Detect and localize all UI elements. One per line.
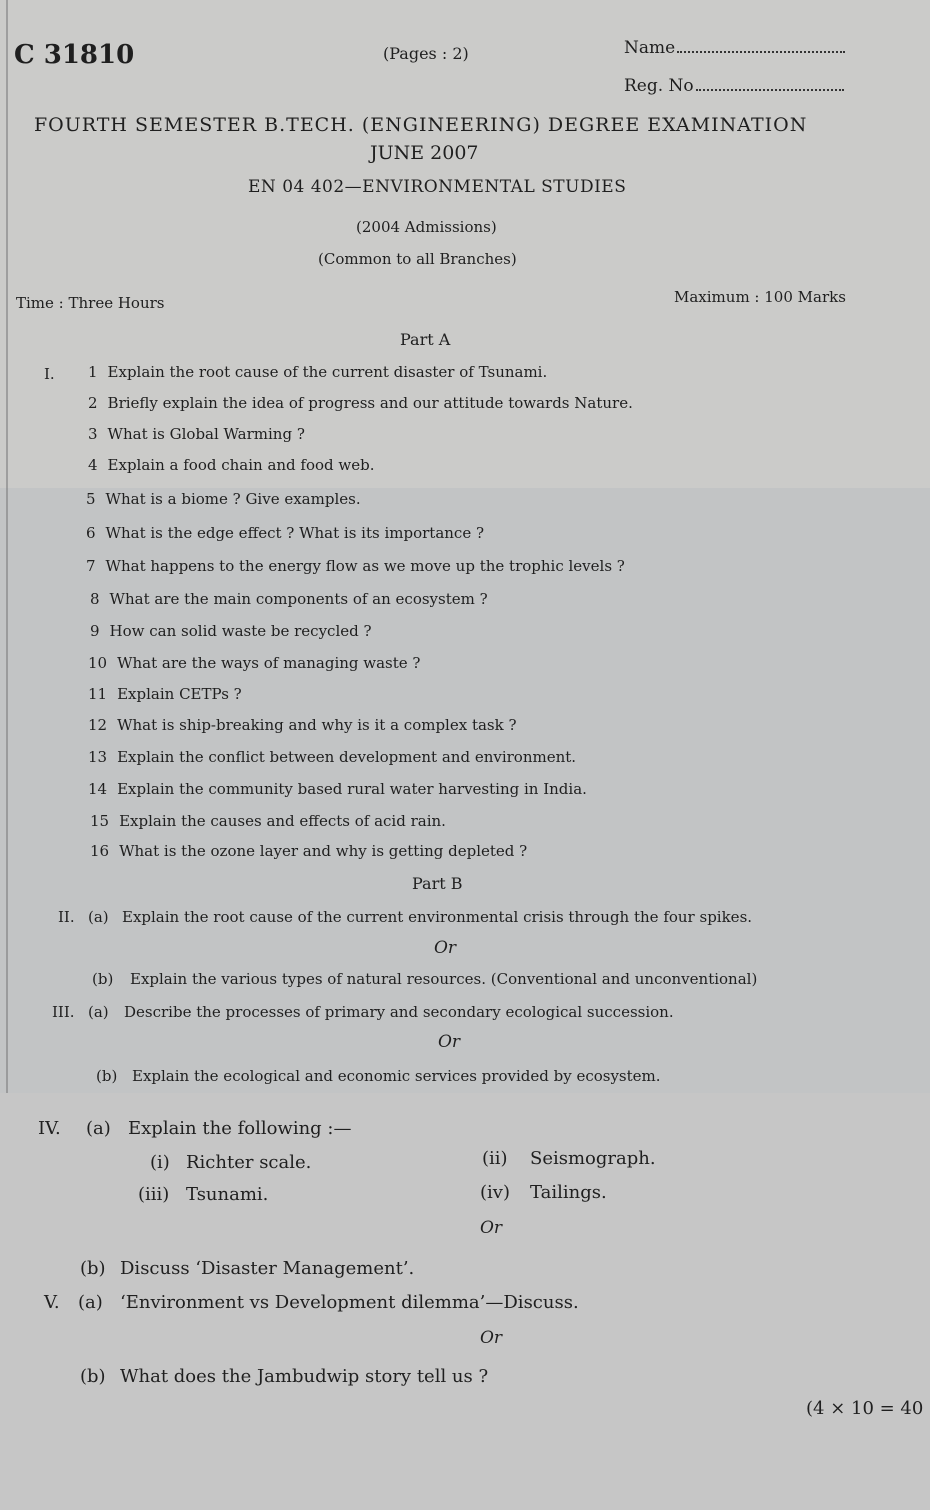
question-text: What is ship-breaking and why is it a complex task ? — [117, 716, 517, 734]
option-label: (a) — [78, 1292, 103, 1313]
question-text: Explain the conflict between development and environment. — [117, 748, 577, 766]
part-a-roman: I. — [44, 365, 55, 383]
question-text: Briefly explain the idea of progress and our attitude towards Nature. — [107, 394, 633, 412]
subitem-text: Tsunami. — [186, 1184, 269, 1205]
option-text: Explain the root cause of the current environmental crisis through the four spikes. — [122, 908, 753, 926]
question-10 — [88, 654, 420, 672]
exam-date: JUNE 2007 — [370, 142, 479, 164]
question-5 — [86, 490, 361, 508]
question-number: 5 — [86, 490, 96, 508]
reg-no-blank — [696, 89, 844, 91]
question-number: 7 — [86, 557, 96, 575]
part-b-title: Part B — [412, 874, 463, 893]
exam-title: FOURTH SEMESTER B.TECH. (ENGINEERING) DEGREE EXAMINATION — [34, 114, 808, 136]
question-number: 9 — [90, 622, 100, 640]
marks-allocation: (4 × 10 = 40 — [806, 1398, 924, 1419]
question-16 — [90, 842, 527, 860]
question-number: 8 — [90, 590, 100, 608]
margin-line — [6, 0, 8, 1093]
question-3 — [88, 425, 305, 443]
question-II-b — [92, 970, 757, 988]
option-text: What does the Jambudwip story tell us ? — [120, 1366, 489, 1387]
question-text: Explain the community based rural water harvesting in India. — [117, 780, 587, 798]
option-text: Explain the ecological and economic services provided by ecosystem. — [132, 1067, 661, 1085]
option-label: (b) — [92, 970, 114, 988]
question-text: What is a biome ? Give examples. — [105, 490, 361, 508]
question-1 — [88, 363, 547, 381]
branches: (Common to all Branches) — [318, 250, 517, 268]
roman-numeral: V. — [44, 1292, 60, 1313]
question-text: Explain the causes and effects of acid rain. — [119, 812, 446, 830]
name-label: Name — [624, 38, 676, 58]
subitem-label: (iii) — [138, 1184, 170, 1205]
question-text: Explain the root cause of the current disaster of Tsunami. — [107, 363, 548, 381]
subitem-label: (iv) — [480, 1182, 510, 1203]
reg-no-field — [624, 76, 844, 96]
question-text: What are the ways of managing waste ? — [117, 654, 421, 672]
question-number: 13 — [88, 748, 108, 766]
paper-code: C 31810 — [14, 40, 135, 70]
question-text: Explain CETPs ? — [117, 685, 242, 703]
subitem-ii — [482, 1148, 656, 1169]
question-9 — [90, 622, 372, 640]
question-number: 11 — [88, 685, 108, 703]
option-label: (b) — [80, 1366, 106, 1387]
question-number: 15 — [90, 812, 110, 830]
option-text: Discuss ‘Disaster Management’. — [120, 1258, 415, 1279]
question-number: 6 — [86, 524, 96, 542]
question-text: What is the ozone layer and why is getting depleted ? — [119, 842, 528, 860]
question-V-b — [80, 1366, 488, 1387]
question-text: How can solid waste be recycled ? — [109, 622, 372, 640]
question-text: What is the edge effect ? What is its importance ? — [105, 524, 485, 542]
option-text: ‘Environment vs Development dilemma’—Discuss. — [120, 1292, 579, 1313]
reg-no-label: Reg. No — [624, 76, 694, 96]
or-separator: Or — [434, 938, 457, 958]
question-text: What is Global Warming ? — [107, 425, 305, 443]
subitem-label: (i) — [150, 1152, 170, 1173]
photo-band-top — [0, 0, 930, 488]
option-text: Describe the processes of primary and secondary ecological succession. — [124, 1003, 674, 1021]
question-12 — [88, 716, 517, 734]
subitem-label: (ii) — [482, 1148, 508, 1169]
subitem-i — [150, 1152, 311, 1173]
part-a-title: Part A — [400, 330, 451, 349]
question-IV-b — [80, 1258, 414, 1279]
option-label: (a) — [88, 908, 109, 926]
question-text: What happens to the energy flow as we move up the trophic levels ? — [105, 557, 625, 575]
option-label: (a) — [88, 1003, 109, 1021]
question-number: 4 — [88, 456, 98, 474]
question-6 — [86, 524, 484, 542]
maximum-marks: Maximum : 100 Marks — [674, 288, 846, 306]
option-text: Explain the various types of natural resources. (Conventional and unconventional) — [130, 970, 758, 988]
subject-title: EN 04 402—ENVIRONMENTAL STUDIES — [248, 177, 627, 197]
question-11 — [88, 685, 242, 703]
question-II-a — [58, 908, 752, 926]
question-V-a — [44, 1292, 579, 1313]
or-separator: Or — [480, 1328, 503, 1348]
question-15 — [90, 812, 446, 830]
question-14 — [88, 780, 587, 798]
roman-numeral: III. — [52, 1003, 75, 1021]
subitem-text: Richter scale. — [186, 1152, 312, 1173]
roman-numeral: II. — [58, 908, 75, 926]
question-4 — [88, 456, 375, 474]
question-IV-a — [38, 1118, 352, 1139]
question-text: Explain a food chain and food web. — [107, 456, 375, 474]
question-number: 1 — [88, 363, 98, 381]
option-text: Explain the following :— — [128, 1118, 352, 1139]
time-allowed: Time : Three Hours — [16, 294, 165, 312]
question-7 — [86, 557, 625, 575]
question-number: 2 — [88, 394, 98, 412]
question-13 — [88, 748, 576, 766]
option-label: (a) — [86, 1118, 111, 1139]
question-number: 3 — [88, 425, 98, 443]
question-number: 16 — [90, 842, 110, 860]
page-count: (Pages : 2) — [383, 44, 469, 63]
question-III-a — [52, 1003, 674, 1021]
name-field — [624, 38, 845, 58]
question-number: 14 — [88, 780, 108, 798]
roman-numeral: IV. — [38, 1118, 61, 1139]
question-number: 10 — [88, 654, 108, 672]
question-8 — [90, 590, 488, 608]
subitem-text: Tailings. — [530, 1182, 607, 1203]
or-separator: Or — [480, 1218, 503, 1238]
name-blank — [677, 51, 845, 53]
subitem-iv — [480, 1182, 607, 1203]
question-2 — [88, 394, 633, 412]
question-III-b — [96, 1067, 661, 1085]
question-text: What are the main components of an ecosystem ? — [109, 590, 488, 608]
or-separator: Or — [438, 1032, 461, 1052]
option-label: (b) — [80, 1258, 106, 1279]
option-label: (b) — [96, 1067, 118, 1085]
subitem-iii — [138, 1184, 268, 1205]
subitem-text: Seismograph. — [530, 1148, 656, 1169]
question-number: 12 — [88, 716, 108, 734]
admissions: (2004 Admissions) — [356, 218, 497, 236]
